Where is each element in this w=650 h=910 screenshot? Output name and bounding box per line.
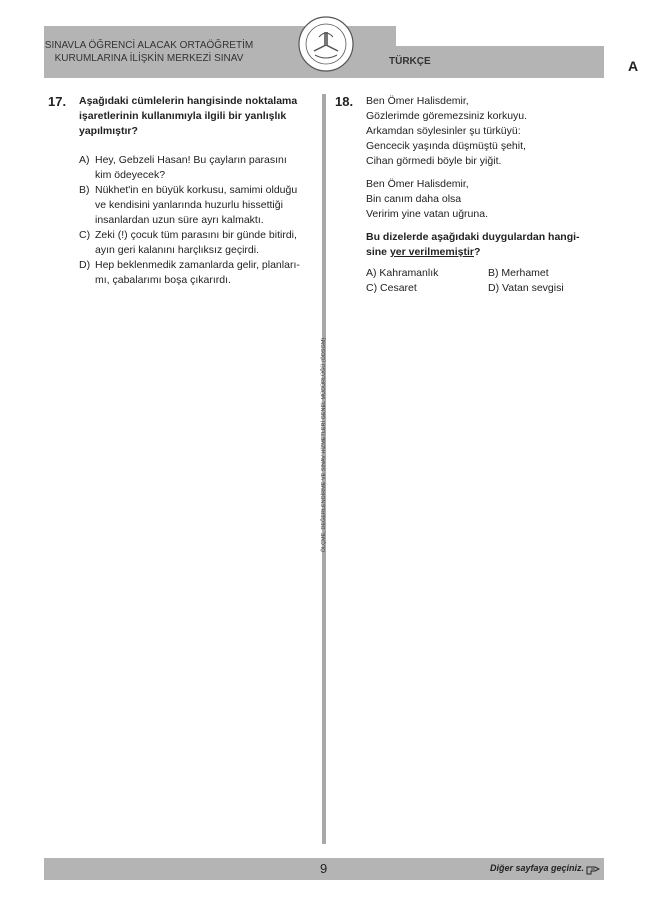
exam-title — [44, 26, 254, 78]
option-d[interactable] — [488, 281, 608, 296]
poem-line: Bin canım daha olsa — [366, 193, 462, 205]
ministry-side-text — [318, 300, 330, 590]
subject-title: TÜRKÇE — [389, 56, 431, 67]
question-number: 17. — [48, 94, 67, 109]
header-right-band — [396, 26, 604, 46]
side-text-label: ÖLÇME, DEĞERLENDİRME VE SINAV HİZMETLERİ GENEL MÜDÜRLÜĞÜ (ÖDSGM) — [321, 337, 327, 553]
stem-line: işaretlerinin kullanımıyla ilgili bir yanlışlık — [79, 110, 287, 122]
poem-line: Veririm yine vatan uğruna. — [366, 208, 488, 220]
question-stem — [366, 230, 605, 260]
poem-line: Cihan görmedi böyle bir yiğit. — [366, 155, 502, 167]
poem-line: Ben Ömer Halisdemir, — [366, 95, 469, 107]
poem-line: Ben Ömer Halisdemir, — [366, 178, 469, 190]
option-a[interactable] — [366, 266, 488, 281]
meb-seal-icon — [297, 15, 355, 73]
option-a[interactable] — [79, 153, 318, 183]
option-d[interactable] — [79, 258, 318, 288]
pointing-hand-icon — [586, 863, 600, 875]
option-text-line: Hey, Gebzeli Hasan! Bu çayların parasını — [95, 154, 287, 166]
option-text-line: insanlardan uzun süre ayrı kalmaktı. — [95, 214, 264, 226]
option-label: A) — [366, 267, 377, 279]
stem-line: yapılmıştır? — [79, 125, 138, 137]
option-b[interactable] — [488, 266, 608, 281]
stem-line: Bu dizelerde aşağıdaki duygulardan hangi- — [366, 231, 580, 243]
option-text-line: Hep beklenmedik zamanlarda gelir, planları- — [95, 259, 300, 271]
poem-line: Gencecik yaşında düşmüştü şehit, — [366, 140, 526, 152]
option-text-line: Nükhet'in en büyük korkusu, samimi olduğu — [95, 184, 298, 196]
answer-options — [79, 153, 318, 288]
stem-emphasis: yer verilmemiştir — [389, 246, 474, 258]
option-text-line: Zeki (!) çocuk tüm parasını bir günde bitirdi, — [95, 229, 297, 241]
option-c[interactable] — [79, 228, 318, 258]
poem-stanza-2 — [366, 177, 605, 222]
stem-line: Aşağıdaki cümlelerin hangisinde noktalama — [79, 95, 298, 107]
exam-title-line1: SINAVLA ÖĞRENCİ ALACAK ORTAÖĞRETİM — [44, 40, 254, 51]
poem-line: Arkamdan söylesinler şu türküyü: — [366, 125, 521, 137]
option-text-line: ve kendisini yanlarında huzurlu hissettiği — [95, 199, 283, 211]
option-c[interactable] — [366, 281, 488, 296]
poem-stanza-1 — [366, 94, 605, 169]
poem-line: Gözlerimde göremezsiniz korkuyu. — [366, 110, 528, 122]
option-text-line: kim ödeyecek? — [95, 169, 166, 181]
answer-options — [366, 266, 605, 296]
next-page-instruction: Diğer sayfaya geçiniz. — [489, 863, 584, 873]
question-17 — [48, 94, 318, 288]
option-label: C) — [366, 282, 378, 294]
option-text-line: ayın geri kalanını harçlıksız geçirdi. — [95, 244, 259, 256]
option-label: B) — [488, 267, 499, 279]
option-text: Kahramanlık — [379, 267, 439, 279]
stem-text: sine — [366, 246, 390, 258]
option-text: Merhamet — [501, 267, 549, 279]
question-18 — [335, 94, 605, 296]
option-label: C) — [79, 229, 91, 241]
question-number: 18. — [335, 94, 354, 109]
option-text: Vatan sevgisi — [502, 282, 564, 294]
booklet-type-badge: A — [622, 55, 644, 77]
page-number: 9 — [320, 861, 328, 876]
option-b[interactable] — [79, 183, 318, 228]
option-text: Cesaret — [380, 282, 417, 294]
option-label: A) — [79, 154, 90, 166]
exam-title-line2: KURUMLARINA İLİŞKİN MERKEZİ SINAV — [54, 53, 244, 64]
option-text-line: mı, çabalarımı boşa çıkarırdı. — [95, 274, 231, 286]
option-label: D) — [488, 282, 500, 294]
stem-line — [366, 245, 605, 260]
stem-text: ? — [474, 246, 481, 258]
page-footer — [44, 858, 604, 880]
option-label: B) — [79, 184, 90, 196]
option-label: D) — [79, 259, 91, 271]
question-stem — [79, 94, 318, 139]
